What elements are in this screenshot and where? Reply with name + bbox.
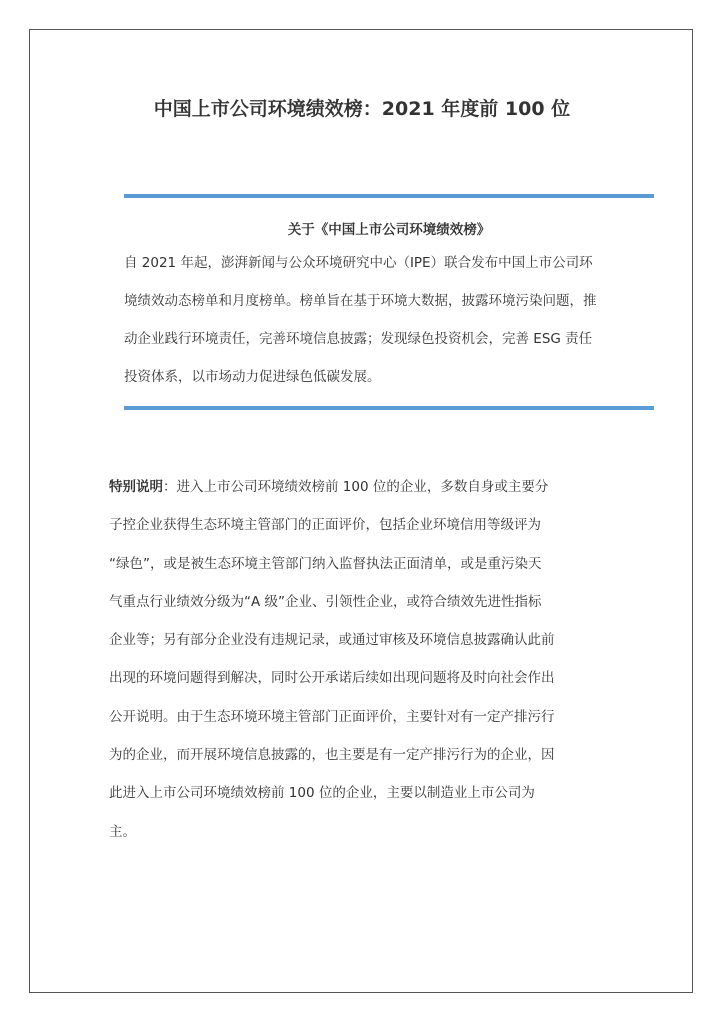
- note-line: 此进入上市公司环境绩效榜前 100 位的企业，主要以制造业上市公司为: [109, 785, 535, 802]
- about-line: 自 2021 年起，澎湃新闻与公众环境研究中心（IPE）联合发布中国上市公司环: [124, 255, 593, 271]
- special-note-section: [109, 468, 614, 851]
- about-body: [124, 244, 654, 396]
- about-heading: 关于《中国上市公司环境绩效榜》: [287, 222, 491, 238]
- about-line: 动企业践行环境责任，完善环境信息披露；发现绿色投资机会，完善 ESG 责任: [124, 331, 593, 347]
- about-section: [124, 194, 654, 396]
- about-bottom-rule: [124, 406, 654, 410]
- about-top-rule: [124, 194, 654, 198]
- note-first-line-text: ：进入上市公司环境绩效榜前 100 位的企业，多数自身或主要分: [163, 479, 549, 495]
- note-line: “绿色”，或是被生态环境主管部门纳入监督执法正面清单，或是重污染天: [109, 555, 542, 572]
- about-line: 投资体系，以市场动力促进绿色低碳发展。: [124, 369, 381, 385]
- note-line: 出现的环境问题得到解决，同时公开承诺后续如出现问题将及时向社会作出: [109, 670, 555, 687]
- document-title: 中国上市公司环境绩效榜：2021 年度前 100 位: [153, 98, 571, 120]
- note-label: 特别说明: [109, 479, 163, 495]
- about-line: 境绩效动态榜单和月度榜单。榜单旨在基于环境大数据，披露环境污染问题，推: [124, 293, 597, 309]
- note-line: 公开说明。由于生态环境环境主管部门正面评价，主要针对有一定产排污行: [109, 708, 555, 725]
- note-line: 为的企业，而开展环境信息披露的，也主要是有一定产排污行为的企业，因: [109, 747, 555, 764]
- note-body: [109, 468, 614, 851]
- note-first-line: [109, 468, 614, 506]
- note-line: 企业等；另有部分企业没有违规记录，或通过审核及环境信息披露确认此前: [109, 632, 555, 649]
- note-line: 主。: [109, 823, 136, 840]
- note-line: 子控企业获得生态环境主管部门的正面评价，包括企业环境信用等级评为: [109, 517, 541, 534]
- note-line: 气重点行业绩效分级为“A 级”企业、引领性企业，或符合绩效先进性指标: [109, 593, 542, 610]
